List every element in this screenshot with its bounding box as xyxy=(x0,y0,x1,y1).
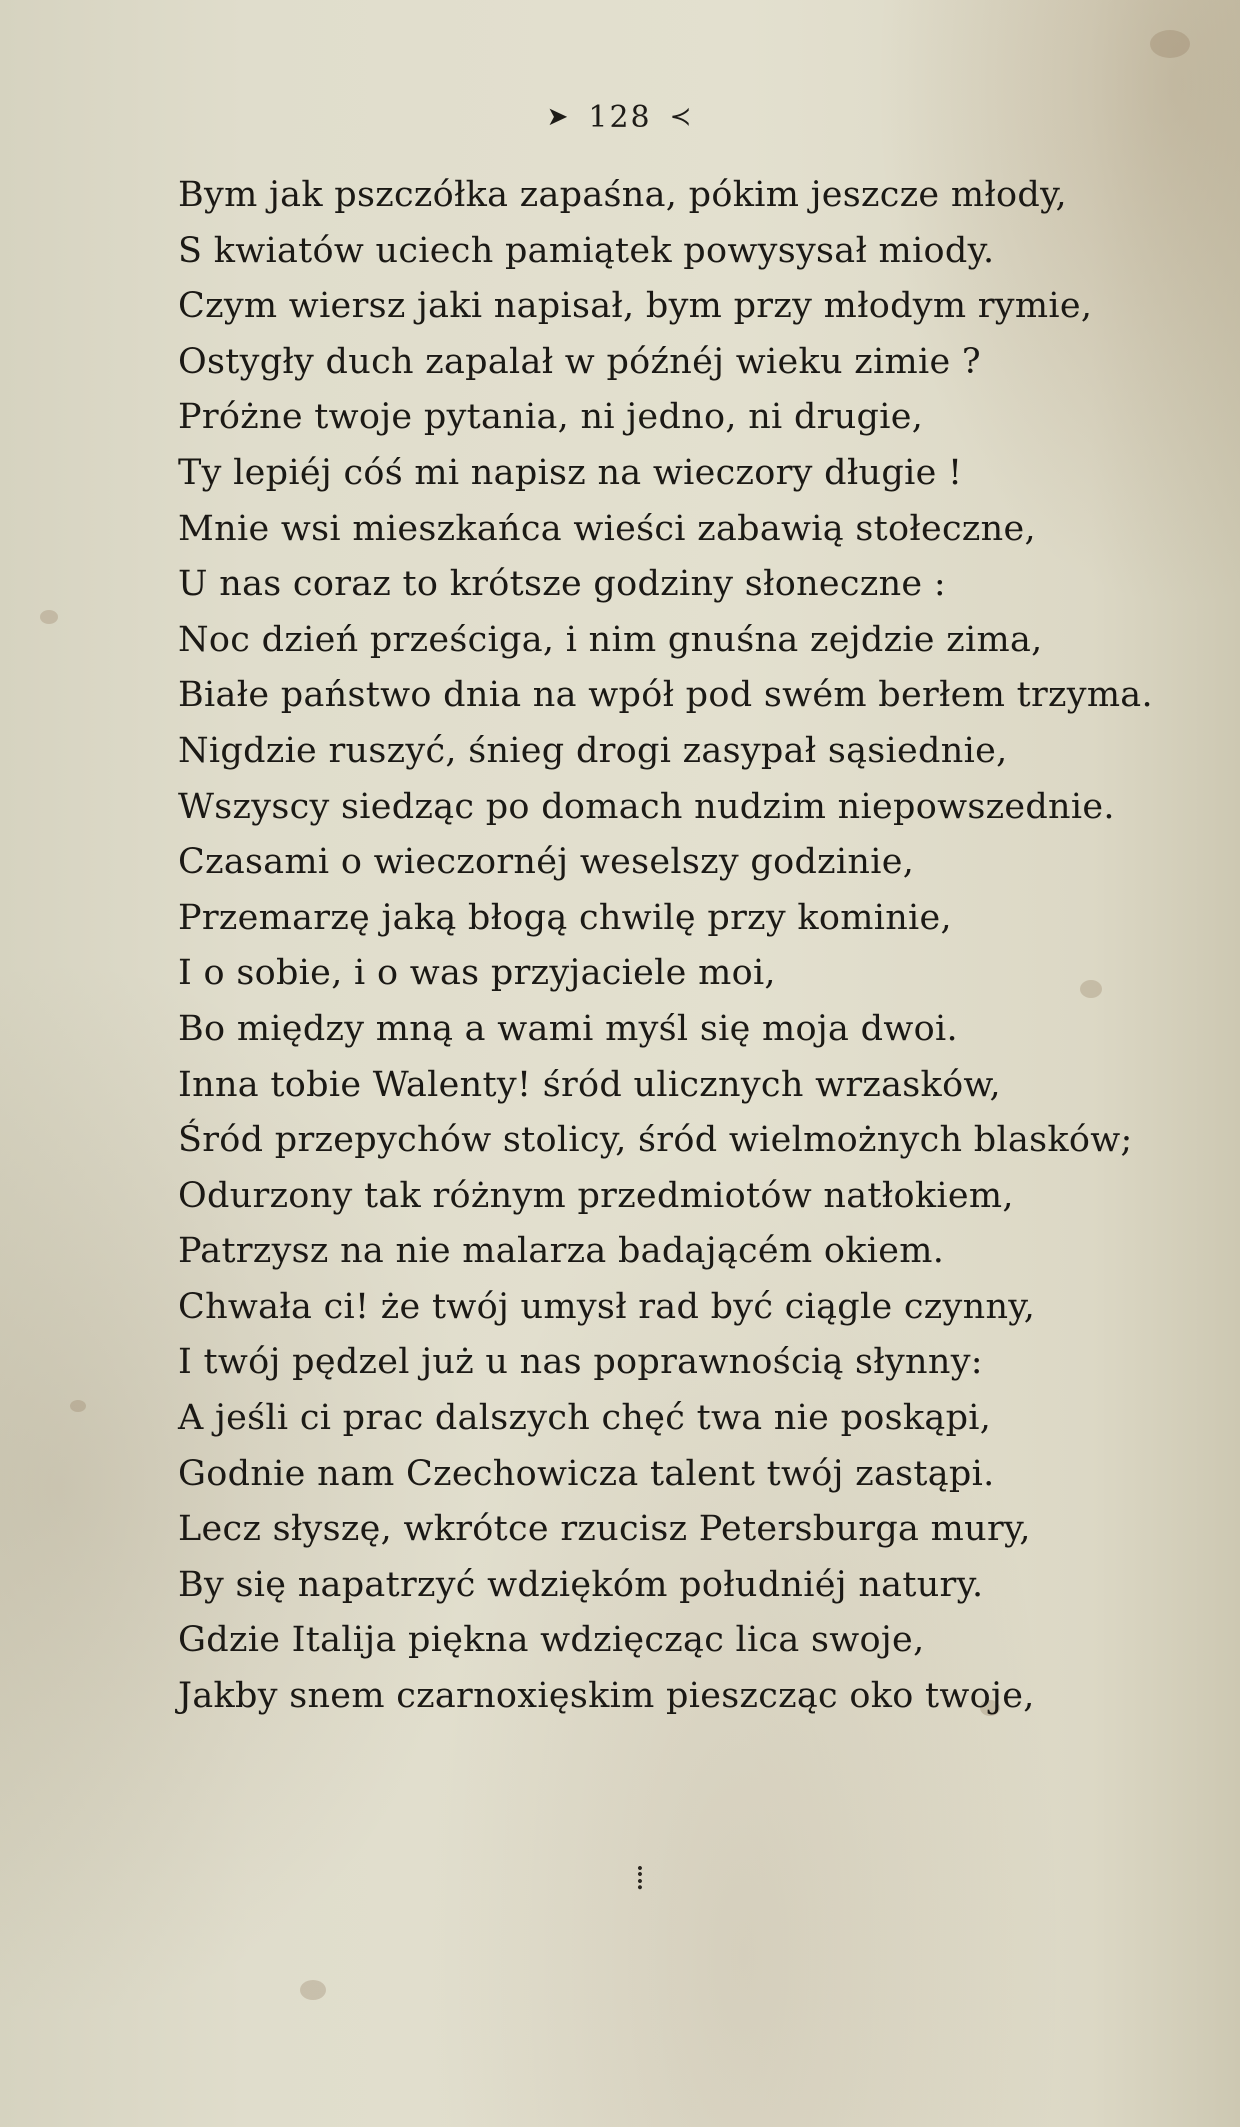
poem-line: Jakby snem czarnoxięskim pieszcząc oko twoje, xyxy=(178,1676,1035,1717)
poem-line: Czym wiersz jaki napisał, bym przy młodym rymie, xyxy=(178,286,1093,327)
poem-line: Noc dzień prześciga, i nim gnuśna zejdzie zima, xyxy=(178,619,1043,660)
poem-line: Mnie wsi mieszkańca wieści zabawią stołeczne, xyxy=(178,508,1036,549)
poem-line: U nas coraz to krótsze godziny słoneczne : xyxy=(178,564,946,605)
stain xyxy=(70,1400,86,1412)
poem-text xyxy=(178,168,1188,1725)
stain xyxy=(1150,30,1190,58)
stain xyxy=(300,1980,326,2000)
poem-line: Śród przepychów stolicy, śród wielmożnych blasków; xyxy=(178,1120,1133,1161)
poem-line: I o sobie, i o was przyjaciele moi, xyxy=(178,953,776,994)
poem-line: Bo między mną a wami myśl się moja dwoi. xyxy=(178,1008,958,1049)
left-ornament: ➤ xyxy=(546,102,571,132)
page-number: 128 xyxy=(588,100,652,135)
poem-line: S kwiatów uciech pamiątek powysysał miody. xyxy=(178,230,995,271)
footer-mark: ⁞ xyxy=(635,1858,645,1898)
poem-line: Czasami o wieczornéj weselszy godzinie, xyxy=(178,842,915,883)
poem-line: I twój pędzel już u nas poprawnością słynny: xyxy=(178,1342,983,1383)
poem-line: Białe państwo dnia na wpół pod swém berłem trzyma. xyxy=(178,675,1153,716)
poem-line: A jeśli ci prac dalszych chęć twa nie poskąpi, xyxy=(178,1398,992,1439)
poem-line: Lecz słyszę, wkrótce rzucisz Petersburga mury, xyxy=(178,1509,1031,1550)
poem-line: Nigdzie ruszyć, śnieg drogi zasypał sąsiednie, xyxy=(178,730,1008,771)
poem-line: Próżne twoje pytania, ni jedno, ni drugie, xyxy=(178,397,924,438)
right-ornament: ≺ xyxy=(669,102,694,132)
poem-line: Chwała ci! że twój umysł rad być ciągle czynny, xyxy=(178,1286,1036,1327)
poem-line: By się napatrzyć wdziękóm południéj natury. xyxy=(178,1564,984,1605)
poem-line: Ostygły duch zapalał w późnéj wieku zimie ? xyxy=(178,341,981,382)
page-header xyxy=(0,100,1240,135)
poem-line: Przemarzę jaką błogą chwilę przy kominie, xyxy=(178,897,952,938)
poem-line: Wszyscy siedząc po domach nudzim niepowszednie. xyxy=(178,786,1115,827)
poem-line: Ty lepiéj cóś mi napisz na wieczory długie ! xyxy=(178,452,963,493)
poem-line: Inna tobie Walenty! śród ulicznych wrzasków, xyxy=(178,1064,1001,1105)
stain xyxy=(40,610,58,624)
poem-line: Godnie nam Czechowicza talent twój zastąpi. xyxy=(178,1453,995,1494)
poem-line: Odurzony tak różnym przedmiotów natłokiem, xyxy=(178,1175,1014,1216)
poem-line: Gdzie Italija piękna wdzięcząc lica swoje, xyxy=(178,1620,925,1661)
poem-line: Bym jak pszczółka zapaśna, pókim jeszcze młody, xyxy=(178,175,1067,215)
poem-line: Patrzysz na nie malarza badającém okiem. xyxy=(178,1231,945,1272)
